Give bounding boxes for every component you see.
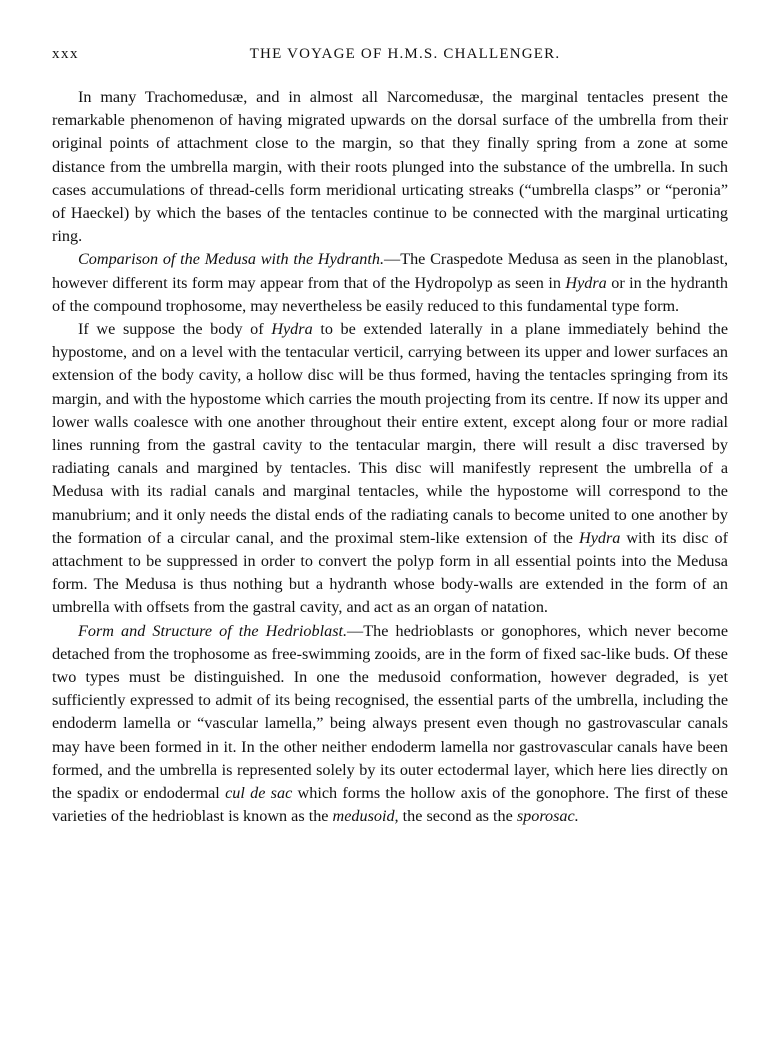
paragraph-text: with its disc of attachment to be suppressed in order to convert the polyp form in all essential points into the Medusa form. The Medusa is thus nothing but a hydranth whose body-walls are extended in the form of an umbrella with offsets from the gastral cavity, and act as an organ of natation. [52,528,728,617]
page [52,36,728,829]
running-head [52,36,728,64]
term-sporosac: sporosac. [516,807,579,826]
paragraph-text: If we suppose the body of [78,320,272,339]
term-medusoid: medusoid, [332,807,399,826]
paragraph-text: the second as the [398,807,517,826]
paragraph-marginal-tentacles [52,86,728,248]
paragraph-text: or in the hydranth of the compound trophosome, may nevertheless be easily reduced to this fundamental type form. [52,273,728,315]
paragraph-hedrioblast [52,620,728,829]
paragraph-hydra-body [52,318,728,620]
body-text [52,86,728,829]
section-heading-hedrioblast: Form and Structure of the Hedrioblast. [78,621,348,640]
paragraph-comparison [52,248,728,318]
running-title: THE VOYAGE OF H.M.S. CHALLENGER. [249,46,561,62]
taxon-name: Hydra [565,273,607,292]
paragraph-text: In many Trachomedusæ, and in almost all Narcomedusæ, the marginal tentacles present the remarkable phenomenon of having migrated upwards on the dorsal surface of the umbrella from their original points of attachment close to the margin, so that they finally spring from a zone at some distance from the umbrella margin, with their roots plunged into the substance of the umbrella. In such cases accumulations of thread-cells form meridional urticating streaks (“umbrella clasps” or “peronia” of Haeckel) by which the bases of the tentacles continue to be connected with the marginal urticating ring. [52,88,728,246]
paragraph-text: which forms the hollow axis of the gonophore. The first of these varieties of the hedrioblast is known as the [52,784,728,826]
paragraph-text: —The Craspedote Medusa as seen in the planoblast, however different its form may appear from that of the Hydropolyp as seen in [52,250,728,292]
page-number: xxx [52,46,79,62]
term-cul-de-sac: cul de sac [225,784,293,803]
section-heading-comparison: Comparison of the Medusa with the Hydranth. [78,250,385,269]
paragraph-text: to be extended laterally in a plane immediately behind the hypostome, and on a level with the tentacular verticil, carrying between its upper and lower surfaces an extension of the body cavity, a hollow disc will be thus formed, having the tentacles springing from its margin, and with the hypostome which carries the mouth projecting from its centre. If now its upper and lower walls coalesce with one another throughout their entire extent, except along four or more radial lines running from the gastral cavity to the tentacular margin, there will result a disc traversed by radiating canals and margined by tentacles. This disc will manifestly represent the umbrella of a Medusa with its radial canals and marginal tentacles, while the hypostome will correspond to the manubrium; and it only needs the distal ends of the radiating canals to become united to one another by the formation of a circular canal, and the proximal stem-like extension of the [52,320,729,547]
paragraph-text: —The hedrioblasts or gonophores, which never become detached from the trophosome as free-swimming zooids, are in the form of fixed sac-like buds. Of these two types must be distinguished. In one the medusoid conformation, however degraded, is yet sufficiently expressed to admit of its being recognised, the essential parts of the umbrella, including the endoderm lamella or “vascular lamella,” being always present even though no gastrovascular canals may have been formed in it. In the other neither endoderm lamella nor gastrovascular canals have been formed, and the umbrella is represented solely by its outer ectodermal layer, which here lies directly on the spadix or endodermal [52,621,728,803]
taxon-name: Hydra [271,320,313,339]
taxon-name: Hydra [579,528,621,547]
